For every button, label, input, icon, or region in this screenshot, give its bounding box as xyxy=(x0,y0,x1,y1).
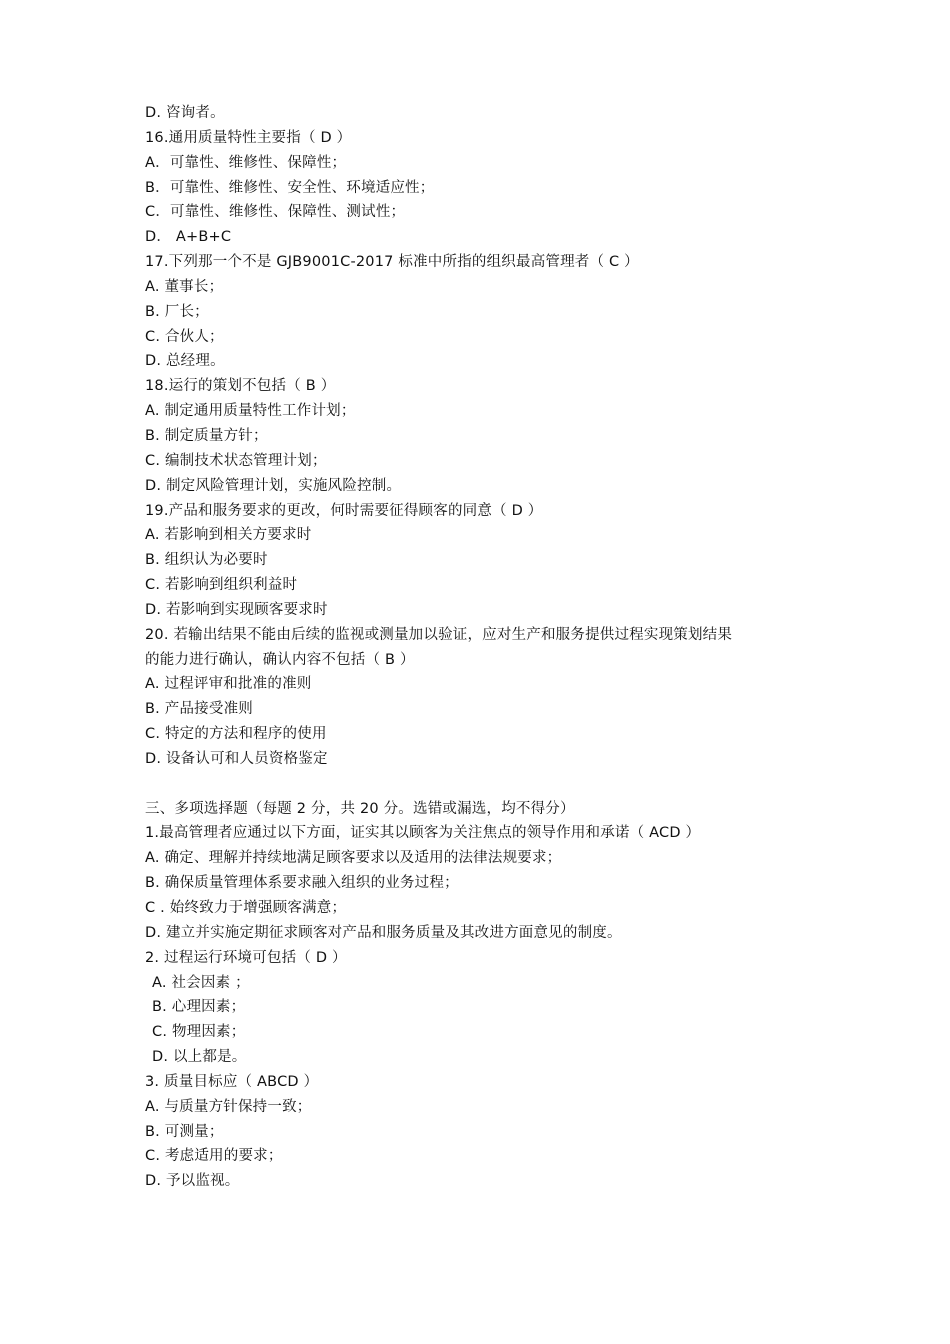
option-a: A. 若影响到相关方要求时 xyxy=(145,527,312,544)
option-b: B. 组织认为必要时 xyxy=(145,552,268,569)
option-b: B. 厂长； xyxy=(145,303,209,320)
option-b: B. 可测量； xyxy=(145,1123,224,1140)
option-b: B．可靠性、维修性、安全性、环境适应性； xyxy=(145,179,435,196)
option-b: B. 确保质量管理体系要求融入组织的业务过程； xyxy=(145,875,459,892)
option-d: D. 总经理。 xyxy=(145,353,225,370)
question-20: 20. 若输出结果不能由后续的监视或测量加以验证，应对生产和服务提供过程实现策划结果 xyxy=(145,626,733,643)
multi-question-2: 2. 过程运行环境可包括（ D ） xyxy=(145,949,347,966)
option-d: D. 予以监视。 xyxy=(145,1173,240,1190)
multi-question-3: 3. 质量目标应（ ABCD ） xyxy=(145,1073,319,1090)
option-a: A. 与质量方针保持一致； xyxy=(145,1098,312,1115)
option-c: C. 考虑适用的要求； xyxy=(145,1148,283,1165)
option-b: B. 产品接受准则 xyxy=(145,701,253,718)
option-d: D. 建立并实施定期征求顾客对产品和服务质量及其改进方面意见的制度。 xyxy=(145,924,622,941)
option-c: C. 合伙人； xyxy=(145,328,224,345)
option-a: A. 董事长； xyxy=(145,278,224,295)
option-d: D. 若影响到实现顾客要求时 xyxy=(145,601,328,618)
option-c: C. 特定的方法和程序的使用 xyxy=(145,726,327,743)
option-b: B. 制定质量方针； xyxy=(145,427,268,444)
question-18: 18.运行的策划不包括（ B ） xyxy=(145,378,336,395)
text-line: D. 咨询者。 xyxy=(145,105,225,121)
option-d: D. 以上都是。 xyxy=(152,1049,247,1066)
option-c: C. 编制技术状态管理计划； xyxy=(145,452,327,469)
option-c: C . 始终致力于增强顾客满意； xyxy=(145,900,347,916)
option-a: A. 社会因素 ； xyxy=(152,974,250,991)
option-a: A. 制定通用质量特性工作计划； xyxy=(145,403,356,420)
option-a: A. 确定、理解并持续地满足顾客要求以及适用的法律法规要求； xyxy=(145,850,562,867)
option-a: A. 过程评审和批准的准则 xyxy=(145,676,312,693)
document-body xyxy=(145,101,845,1194)
option-c: C. 若影响到组织利益时 xyxy=(145,577,298,594)
section-heading: 三、多项选择题（每题 2 分，共 20 分。选错或漏选，均不得分） xyxy=(145,800,575,817)
option-a: A．可靠性、维修性、保障性； xyxy=(145,154,347,171)
option-c: C. 物理因素； xyxy=(152,1024,246,1041)
multi-question-1: 1.最高管理者应通过以下方面，证实其以顾客为关注焦点的领导作用和承诺（ ACD ） xyxy=(145,825,701,842)
question-17: 17.下列那一个不是 GJB9001C-2017 标准中所指的组织最高管理者（ C ） xyxy=(145,254,639,271)
option-c: C．可靠性、维修性、保障性、测试性； xyxy=(145,204,406,221)
option-d: D． A+B+C xyxy=(145,229,232,246)
option-d: D. 制定风险管理计划，实施风险控制。 xyxy=(145,477,402,494)
option-d: D. 设备认可和人员资格鉴定 xyxy=(145,750,328,767)
question-20-continued: 的能力进行确认，确认内容不包括（ B ） xyxy=(145,651,415,668)
blank-line xyxy=(145,772,845,797)
question-16: 16.通用质量特性主要指（ D ） xyxy=(145,129,352,146)
option-b: B. 心理因素； xyxy=(152,999,246,1016)
question-19: 19.产品和服务要求的更改，何时需要征得顾客的同意（ D ） xyxy=(145,502,543,519)
